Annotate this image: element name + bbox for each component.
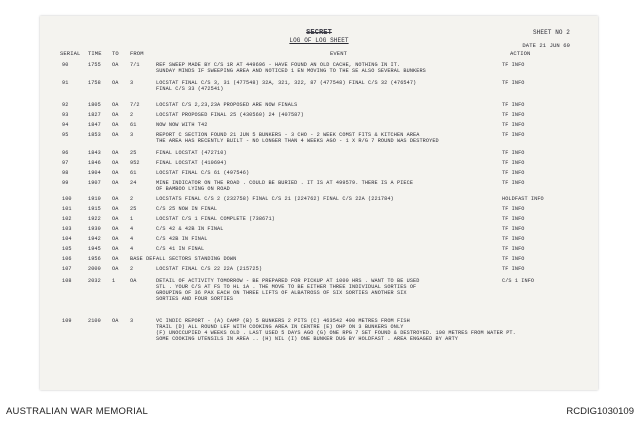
log-event: LOCSTAT PROPOSED FINAL 25 (430560) 24 (407587) [156,112,304,118]
log-time: 1910 [88,196,101,202]
log-time: 2100 [88,318,101,324]
log-serial: 103 [62,226,72,232]
log-from: 7/1 [130,62,140,68]
log-action: TF INFO [502,80,525,86]
log-from: OA [130,278,137,284]
col-action: ACTION [510,50,531,57]
log-event: C/S 42B IN FINAL [156,236,208,242]
log-time: 2000 [88,266,101,272]
log-from: 4 [130,226,134,232]
log-to: OA [112,112,119,118]
log-serial: 105 [62,246,72,252]
log-action: TF INFO [502,160,525,166]
log-from: 7/2 [130,102,140,108]
log-serial: 94 [62,122,69,128]
log-time: 1758 [88,80,101,86]
log-to: OA [112,236,119,242]
log-to: OA [112,62,119,68]
log-serial: 91 [62,80,69,86]
log-from: 2 [130,266,134,272]
log-from: 4 [130,236,134,242]
log-to: OA [112,266,119,272]
log-action: HOLDFAST INFO [502,196,544,202]
log-time: 1945 [88,246,101,252]
classification-stamp: SECRET [306,29,332,37]
log-action: TF INFO [502,62,525,68]
log-event: REF SWEEP MADE BY C/S 1R AT 449696 - HAVE FOUND AN OLD CACHE, NOTHING IN IT. SUNDAY MINDS IF SWEEPING AREA AND NOTICED 1 EN MOVING TO THE SE ALSO SEVERAL BUNKERS [156,62,426,74]
log-serial: 107 [62,266,72,272]
log-action: TF INFO [502,226,525,232]
log-to: OA [112,196,119,202]
log-time: 1853 [88,132,101,138]
log-from: BASE DEF [130,256,156,262]
log-to: OA [112,318,119,324]
log-action: C/S 1 INFO [502,278,535,284]
log-to: OA [112,206,119,212]
column-headers [40,51,598,59]
log-serial: 93 [62,112,69,118]
col-serial: SERIAL [60,50,81,57]
log-sheet [40,16,598,390]
log-serial: 104 [62,236,72,242]
log-time: 2032 [88,278,101,284]
log-from: 61 [130,122,137,128]
log-action: TF INFO [502,236,525,242]
log-event: ALL SECTORS STANDING DOWN [156,256,237,262]
log-serial: 98 [62,170,69,176]
log-to: OA [112,256,119,262]
log-action: TF INFO [502,180,525,186]
log-to: OA [112,226,119,232]
log-serial: 100 [62,196,72,202]
log-to: OA [112,150,119,156]
log-event: REPORT C SECTION FOUND 21 JUN 5 BUNKERS - 3 CHO - 2 WEEK COMST FITS & KITCHEN AREA THE AREA HAS RECENTLY BUILT - NO LONGER THAN 4 WEEKS AGO - 1 X R/G 7 ROUND WAS DESTROYED [156,132,439,144]
col-to: TO [112,50,119,57]
log-event: VC INDIC REPORT - (A) CAMP (B) 5 BUNKERS 2 PITS (C) 463542 400 METRES FROM FISH TRAIL (D) ALL ROUND LEF WITH COOKING AREA IN CENTRE (E) OHP ON 3 BUNKERS ONLY (F) UNOCCUPIED 4 WEEKS OLD . LAST USED 5 DAYS AGO (G) ONE RPG 7 SET FOUND & DESTROYED. 100 METRES FROM WATER PT. SOME COOKING UTENSILS IN AREA .. (H) NIL (I) ONE BUNKER DUG BY HOLDFAST . AREA ENGAGED BY ARTY [156,318,516,342]
col-event: EVENT [330,50,348,57]
log-event: FINAL LOCSTAT (410694) [156,160,227,166]
log-time: 1846 [88,160,101,166]
log-event: LOCSTAT FINAL C/S 22 22A (215725) [156,266,263,272]
log-to: OA [112,102,119,108]
log-event: NOW NOW WITH T42 [156,122,208,128]
log-time: 1755 [88,62,101,68]
log-time: 1827 [88,112,101,118]
log-serial: 101 [62,206,72,212]
log-action: TF INFO [502,170,525,176]
log-action: TF INFO [502,132,525,138]
log-serial: 99 [62,180,69,186]
log-from: 3 [130,80,134,86]
sheet-number: SHEET NO 2 [532,29,570,36]
log-serial: 96 [62,150,69,156]
log-event: LOCSTAT C/S 2,23,23A PROPOSED ARE NOW FINALS [156,102,298,108]
log-from: 25 [130,206,137,212]
log-action: TF INFO [502,112,525,118]
log-time: 1922 [88,216,101,222]
log-from: 61 [130,170,137,176]
log-from: 3 [130,132,134,138]
log-serial: 97 [62,160,69,166]
log-to: OA [112,180,119,186]
log-time: 1915 [88,206,101,212]
log-time: 1907 [88,180,101,186]
log-action: TF INFO [502,206,525,212]
log-action: TF INFO [502,216,525,222]
log-to: 1 [112,278,116,284]
catalogue-number: RCDIG1030109 [566,406,634,417]
log-event: C/S 41 IN FINAL [156,246,205,252]
log-time: 1930 [88,226,101,232]
log-action: TF INFO [502,122,525,128]
document-date: DATE 21 JUN 69 [522,42,570,49]
log-action: TF INFO [502,102,525,108]
log-to: OA [112,246,119,252]
log-from: 1 [130,216,134,222]
col-from: FROM [130,50,144,57]
log-action: TF INFO [502,256,525,262]
log-from: 4 [130,246,134,252]
log-event: LOCSTATS FINAL C/S 2 (232758) FINAL C/S 21 (224762) FINAL C/S 22A (221784) [156,196,394,202]
log-serial: 95 [62,132,69,138]
log-to: OA [112,122,119,128]
log-from: 25 [130,150,137,156]
log-time: 1904 [88,170,101,176]
log-time: 1956 [88,256,101,262]
log-action: TF INFO [502,150,525,156]
document-title: LOG OF LOG SHEET [289,37,349,44]
log-time: 1805 [88,102,101,108]
log-action: TF INFO [502,246,525,252]
log-event: MINE INDICATOR ON THE ROAD . COULD BE BURIED . IT IS AT 499579. THERE IS A PIECE OF BAMBOO LYING ON ROAD [156,180,414,192]
log-from: 2 [130,112,134,118]
log-from: 24 [130,180,137,186]
log-event: LOCSTAT FINAL C/S 3, 31 (477548) 32A, 321, 322, 87 (477548) FINAL C/S 32 (476547) FINAL C/S 33 (472541) [156,80,417,92]
log-serial: 108 [62,278,72,284]
log-event: FINAL LOCSTAT (472710) [156,150,227,156]
col-time: TIME [88,50,102,57]
log-action: TF INFO [502,266,525,272]
log-time: 1847 [88,122,101,128]
log-serial: 90 [62,62,69,68]
log-serial: 109 [62,318,72,324]
log-time: 1843 [88,150,101,156]
log-event: DETAIL OF ACTIVITY TOMORROW - BE PREPARED FOR PICKUP AT 1000 HRS . WANT TO BE USED STL . YOUR C/S AT FS TO HL 1A . THE MOVE TO BE EITHER THREE INDIVIDUAL SORTIES OF GROUPING OF 36 PAX EACH ON THREE LIFTS OF ALBATROSS OF SIX SORTIES ANOTHER SIX SORTIES AND FOUR SORTIES [156,278,420,302]
log-to: OA [112,132,119,138]
log-to: OA [112,170,119,176]
log-document [40,16,598,390]
log-to: OA [112,80,119,86]
log-serial: 92 [62,102,69,108]
log-from: 2 [130,196,134,202]
log-serial: 102 [62,216,72,222]
log-serial: 106 [62,256,72,262]
log-from: 952 [130,160,140,166]
log-event: C/S 25 NOW IN FINAL [156,206,218,212]
log-event: LOCSTAT FINAL C/S 61 (497546) [156,170,250,176]
institution-credit: AUSTRALIAN WAR MEMORIAL [6,406,149,417]
log-time: 1942 [88,236,101,242]
log-from: 3 [130,318,134,324]
log-to: OA [112,160,119,166]
log-to: OA [112,216,119,222]
log-event: C/S 42 & 42B IN FINAL [156,226,224,232]
log-event: LOCSTAT C/S 1 FINAL COMPLETE (738671) [156,216,275,222]
